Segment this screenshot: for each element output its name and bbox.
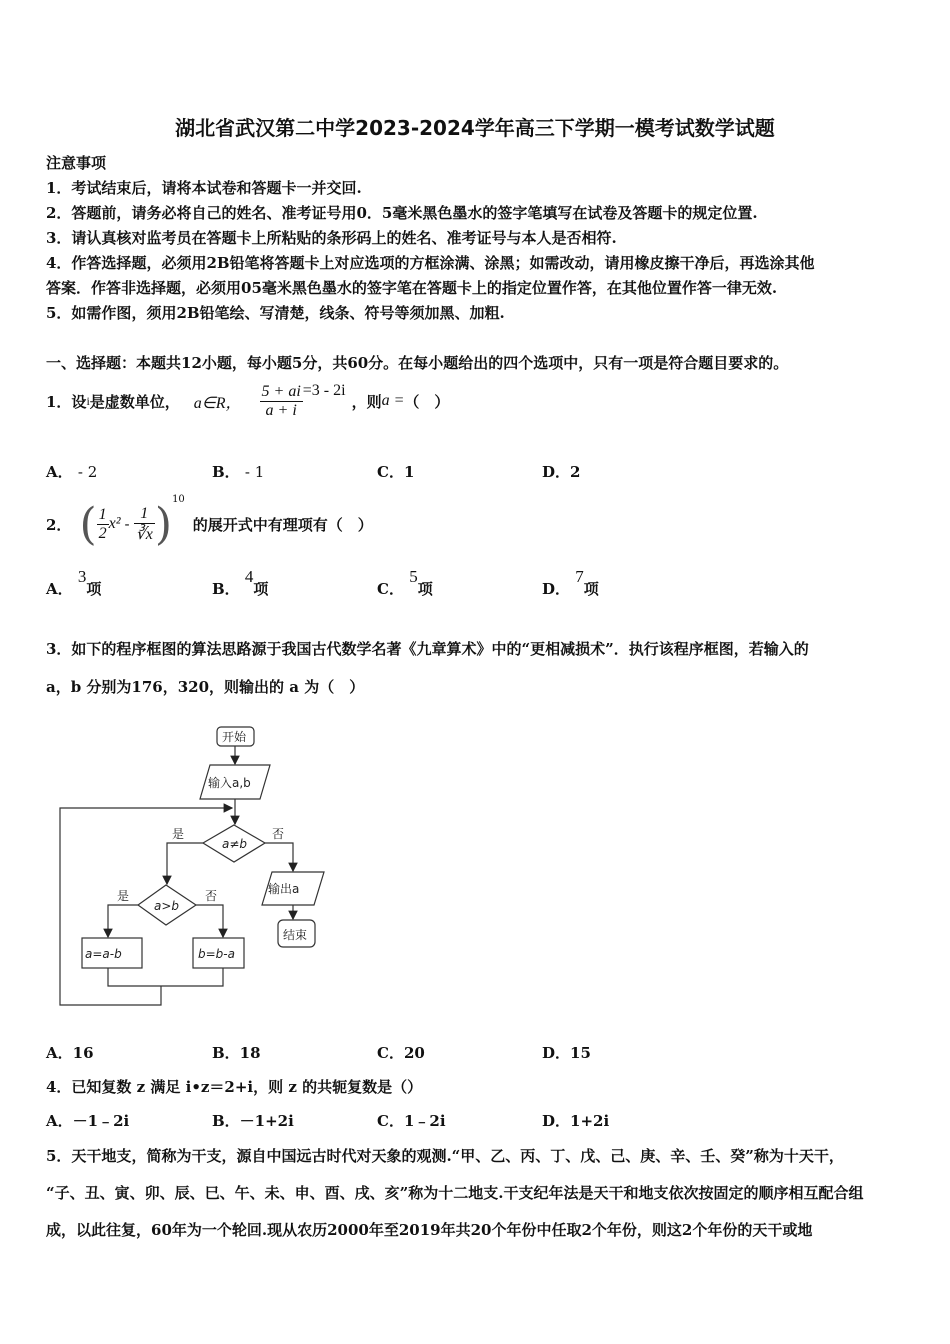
q4-text: 4．已知复数 z 满足 i•z＝2+i，则 z 的共轭复数是（） (46, 1078, 423, 1096)
q1-prefix: 1．设 (46, 392, 87, 411)
flow-yes2: 是 (117, 889, 130, 903)
q1-rhs: =3 - 2i (302, 382, 346, 399)
q1-cond: a∈R， (193, 394, 242, 412)
flow-no2: 否 (205, 889, 218, 903)
q2-text: 的展开式中有理项有（ ） (192, 515, 373, 534)
q4-option-c: C．1﹣2i (377, 1112, 446, 1130)
flow-cond1: a≠b (222, 837, 248, 851)
q5-line: “子、丑、寅、卯、辰、巳、午、未、申、酉、戌、亥”称为十二地支.干支纪年法是天干和地支依次按固定的顺序相互配合组 (46, 1184, 864, 1202)
q2-num: 2． (46, 515, 72, 534)
q1-paren: （ ） (404, 392, 450, 411)
q1-option-c: C．1 (377, 463, 415, 481)
q5-line: 成，以此往复，60年为一个轮回.现从农历2000年至2019年共20个年份中任取2个年份，则这2个年份的天干或地 (46, 1221, 813, 1239)
q1-option-d: D．2 (542, 463, 581, 481)
flow-left: a=a-b (85, 947, 122, 961)
q2-option-b: B． 4项 (212, 567, 269, 598)
right-paren: ) (154, 498, 173, 550)
flow-no1: 否 (272, 827, 285, 841)
notice-heading: 注意事项 (46, 154, 107, 172)
q3-line2: a，b 分别为176，320，则输出的 a 为（ ） (46, 678, 365, 696)
q3-option-b: B．18 (212, 1044, 261, 1062)
section-heading: 一、选择题：本题共12小题，每小题5分，共60分。在每小题给出的四个选项中，只有一项是符合题目要求的。 (46, 354, 789, 372)
flow-yes1: 是 (172, 827, 185, 841)
q2-option-d: D． 7项 (542, 567, 599, 598)
flow-cond2: a>b (154, 899, 180, 913)
flow-start: 开始 (222, 730, 247, 744)
q1-ask: a = (381, 392, 405, 409)
q4-option-b: B．－1+2i (212, 1112, 294, 1130)
q1-option-b: B． - 1 (212, 463, 265, 481)
q1-num: 5 + ai (261, 382, 301, 400)
q2-option-a: A． 3项 (46, 567, 102, 598)
notice-item: 4．作答选择题，必须用2B铅笔将答题卡上对应选项的方框涂满、涂黑；如需改动，请用橡皮擦干净后，再选涂其他 (46, 254, 815, 272)
notice-item: 5．如需作图，须用2B铅笔绘、写清楚，线条、符号等须加黑、加粗. (46, 304, 505, 322)
q4-option-a: A．－1﹣2i (46, 1112, 130, 1130)
flow-end: 结束 (283, 928, 308, 942)
q3-option-c: C．20 (377, 1044, 425, 1062)
q3-option-d: D．15 (542, 1044, 591, 1062)
left-paren: ( (79, 498, 97, 550)
q1-tail: ，则 (351, 392, 382, 411)
notice-item: 3．请认真核对监考员在答题卡上所粘贴的条形码上的姓名、准考证号与本人是否相符. (46, 229, 617, 247)
notice-item: 1．考试结束后，请将本试卷和答题卡一并交回. (46, 179, 362, 197)
page-title: 湖北省武汉第二中学2023-2024学年高三下学期一模考试数学试题 (175, 116, 775, 140)
q1-i: i (86, 393, 90, 408)
q3-option-a: A．16 (46, 1044, 94, 1062)
q1-mid: 是虚数单位， (89, 392, 180, 411)
q2-x2: x² (108, 515, 121, 532)
q2-frac1: $\frac{1}{2}$ (98, 505, 107, 542)
q2-minus: - (124, 515, 130, 533)
q2-option-c: C． 5项 (377, 567, 433, 598)
q5-line: 5．天干地支，简称为干支，源自中国远古时代对天象的观测.“甲、乙、丙、丁、戊、己、庚、辛、壬、癸”称为十天干， (46, 1147, 844, 1165)
notice-item: 答案．作答非选择题，必须用05毫米黑色墨水的签字笔在答题卡上的指定位置作答，在其他位置作答一律无效. (46, 279, 778, 297)
flow-output: 输出a (268, 882, 300, 896)
q1-den: a + i (265, 401, 297, 419)
q4-option-d: D．1+2i (542, 1112, 610, 1130)
q1-option-a: A． - 2 (46, 463, 98, 481)
q2-power: 10 (172, 494, 185, 505)
notice-item: 2．答题前，请务必将自己的姓名、准考证号用0．5毫米黑色墨水的签字笔填写在试卷及答题卡的规定位置. (46, 204, 758, 222)
q3-line1: 3．如下的程序框图的算法思路源于我国古代数学名著《九章算术》中的“更相减损术”．执行该程序框图，若输入的 (46, 640, 809, 658)
flow-right: b=b-a (198, 947, 235, 961)
q2-frac2: $\frac{1}{∛x}$ (135, 504, 153, 543)
flow-input: 输入a,b (208, 776, 251, 790)
